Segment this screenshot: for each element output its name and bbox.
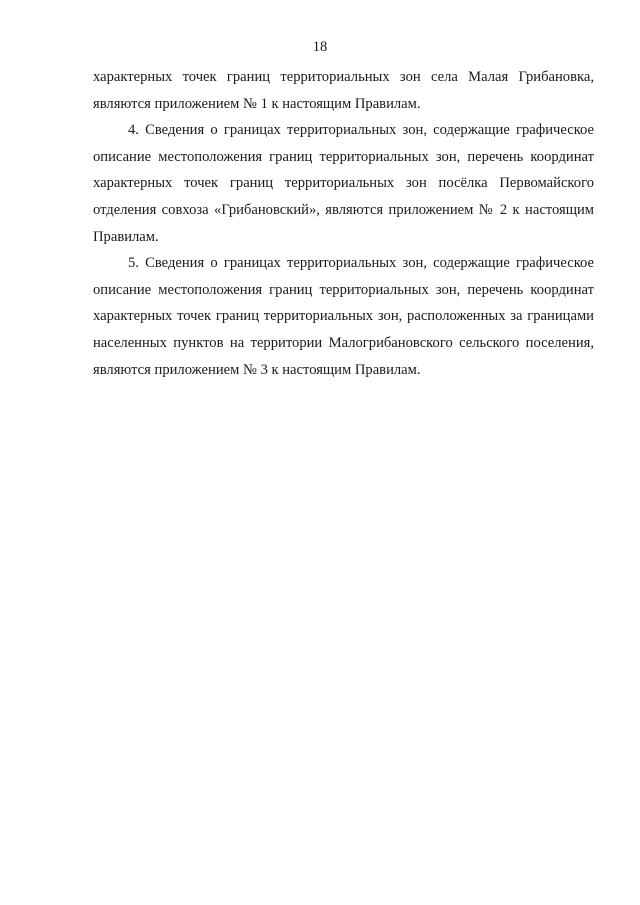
page-number: 18	[312, 39, 328, 55]
paragraph-continuation: характерных точек границ территориальных зон села Малая Грибановка, являются приложением № 1 к настоящим Правилам.	[93, 69, 594, 112]
paragraph-item-5: 5. Сведения о границах территориальных зон, содержащие графическое описание местоположения границ территориальных зон, перечень координат характерных точек границ территориальных зон, расположенных за границами населенных пунктов на территории Малогрибановского сельского поселения, являются приложением № 3 к настоящим Правилам.	[93, 255, 594, 378]
paragraph-item-4: 4. Сведения о границах территориальных зон, содержащие графическое описание местоположения границ территориальных зон, перечень координат характерных точек границ территориальных зон посёлка Первомайского отделения совхоза «Грибановский», являются приложением № 2 к настоящим Правилам.	[93, 122, 594, 245]
document-body	[93, 64, 594, 383]
